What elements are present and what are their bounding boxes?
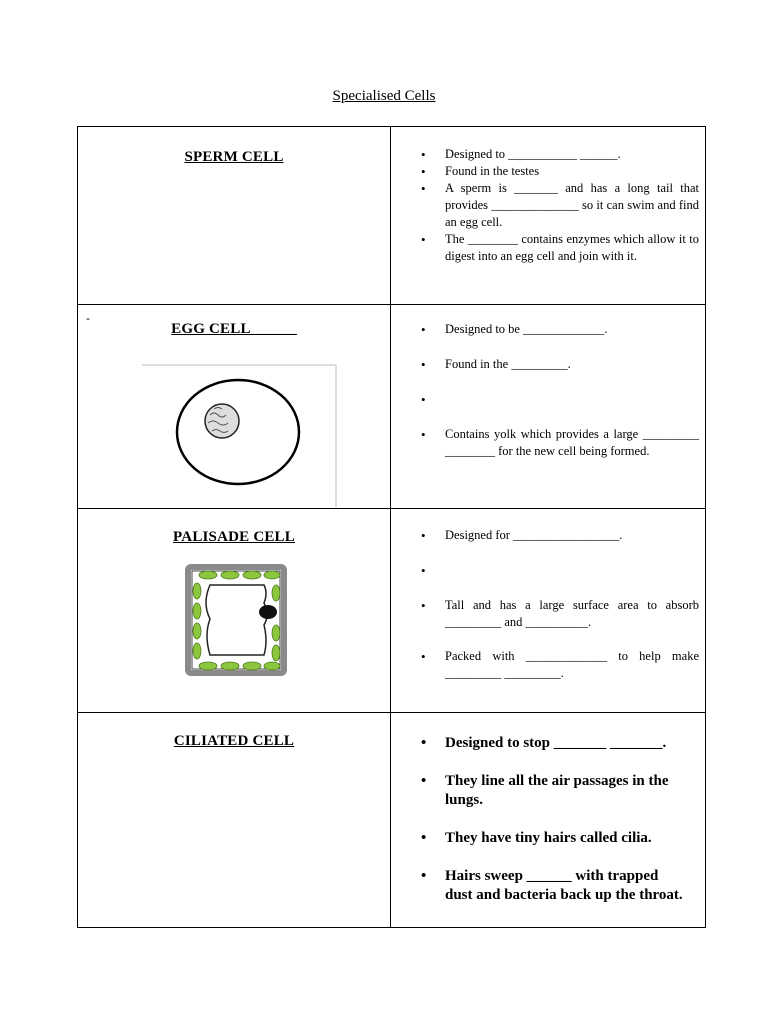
sperm-cell-facts-cell (391, 127, 706, 305)
palisade-cell-facts-cell (391, 509, 706, 713)
table-row-sperm (78, 127, 706, 305)
page-title: Specialised Cells (332, 88, 436, 104)
egg-cell-title-text: EGG CELL (171, 321, 251, 337)
egg-cell-facts-cell (391, 305, 706, 509)
palisade-cell-title: PALISADE CELL (173, 529, 295, 545)
list-item: • Designed for _________________. (445, 527, 699, 544)
ciliated-cell-title: CILIATED CELL (173, 733, 295, 749)
ciliated-cell-name-cell (78, 713, 391, 928)
palisade-vacuole (206, 585, 267, 655)
specialised-cells-table (77, 126, 706, 928)
ciliated-cell-facts-cell (391, 713, 706, 928)
sperm-cell-title: SPERM CELL (184, 149, 284, 165)
egg-cytoplasm (177, 380, 299, 484)
list-item: • Contains yolk which provides a large _________ ________ for the new cell being formed. (445, 426, 699, 460)
table-row-ciliated (78, 713, 706, 928)
list-item (445, 391, 699, 408)
list-item: • Packed with _____________ to help make _________ _________. (445, 648, 699, 682)
list-item: • Designed to be _____________. (445, 321, 699, 338)
egg-cell-title (78, 321, 390, 338)
egg-nucleus (205, 404, 239, 438)
table-row-palisade (78, 509, 706, 713)
list-item: • Hairs sweep ______ with trapped dust and bacteria back up the throat. (445, 867, 685, 905)
list-item: • A sperm is _______ and has a long tail that provides ______________ so it can swim and find an egg cell. (445, 180, 699, 231)
list-item: • Designed to ___________ ______. (445, 146, 699, 163)
palisade-nucleus (259, 605, 277, 619)
list-item: • Found in the _________. (445, 356, 699, 373)
egg-cell-diagram (78, 357, 390, 507)
palisade-cell-name-cell (78, 509, 391, 713)
sperm-cell-name-cell (78, 127, 391, 305)
egg-cell-name-cell (78, 305, 391, 509)
list-item: • The ________ contains enzymes which allow it to digest into an egg cell and join with it. (445, 231, 699, 265)
row-marker: - (86, 311, 90, 325)
egg-cell-title-blank: ______ (250, 321, 297, 337)
list-item: • Tall and has a large surface area to absorb _________ and __________. (445, 597, 699, 631)
table-row-egg (78, 305, 706, 509)
list-item: • They have tiny hairs called cilia. (445, 829, 685, 848)
list-item: • They line all the air passages in the lungs. (445, 772, 685, 810)
list-item: • Found in the testes (445, 163, 699, 180)
list-item (445, 562, 699, 579)
palisade-cell-diagram (78, 563, 390, 683)
list-item: • Designed to stop _______ _______. (445, 734, 685, 753)
